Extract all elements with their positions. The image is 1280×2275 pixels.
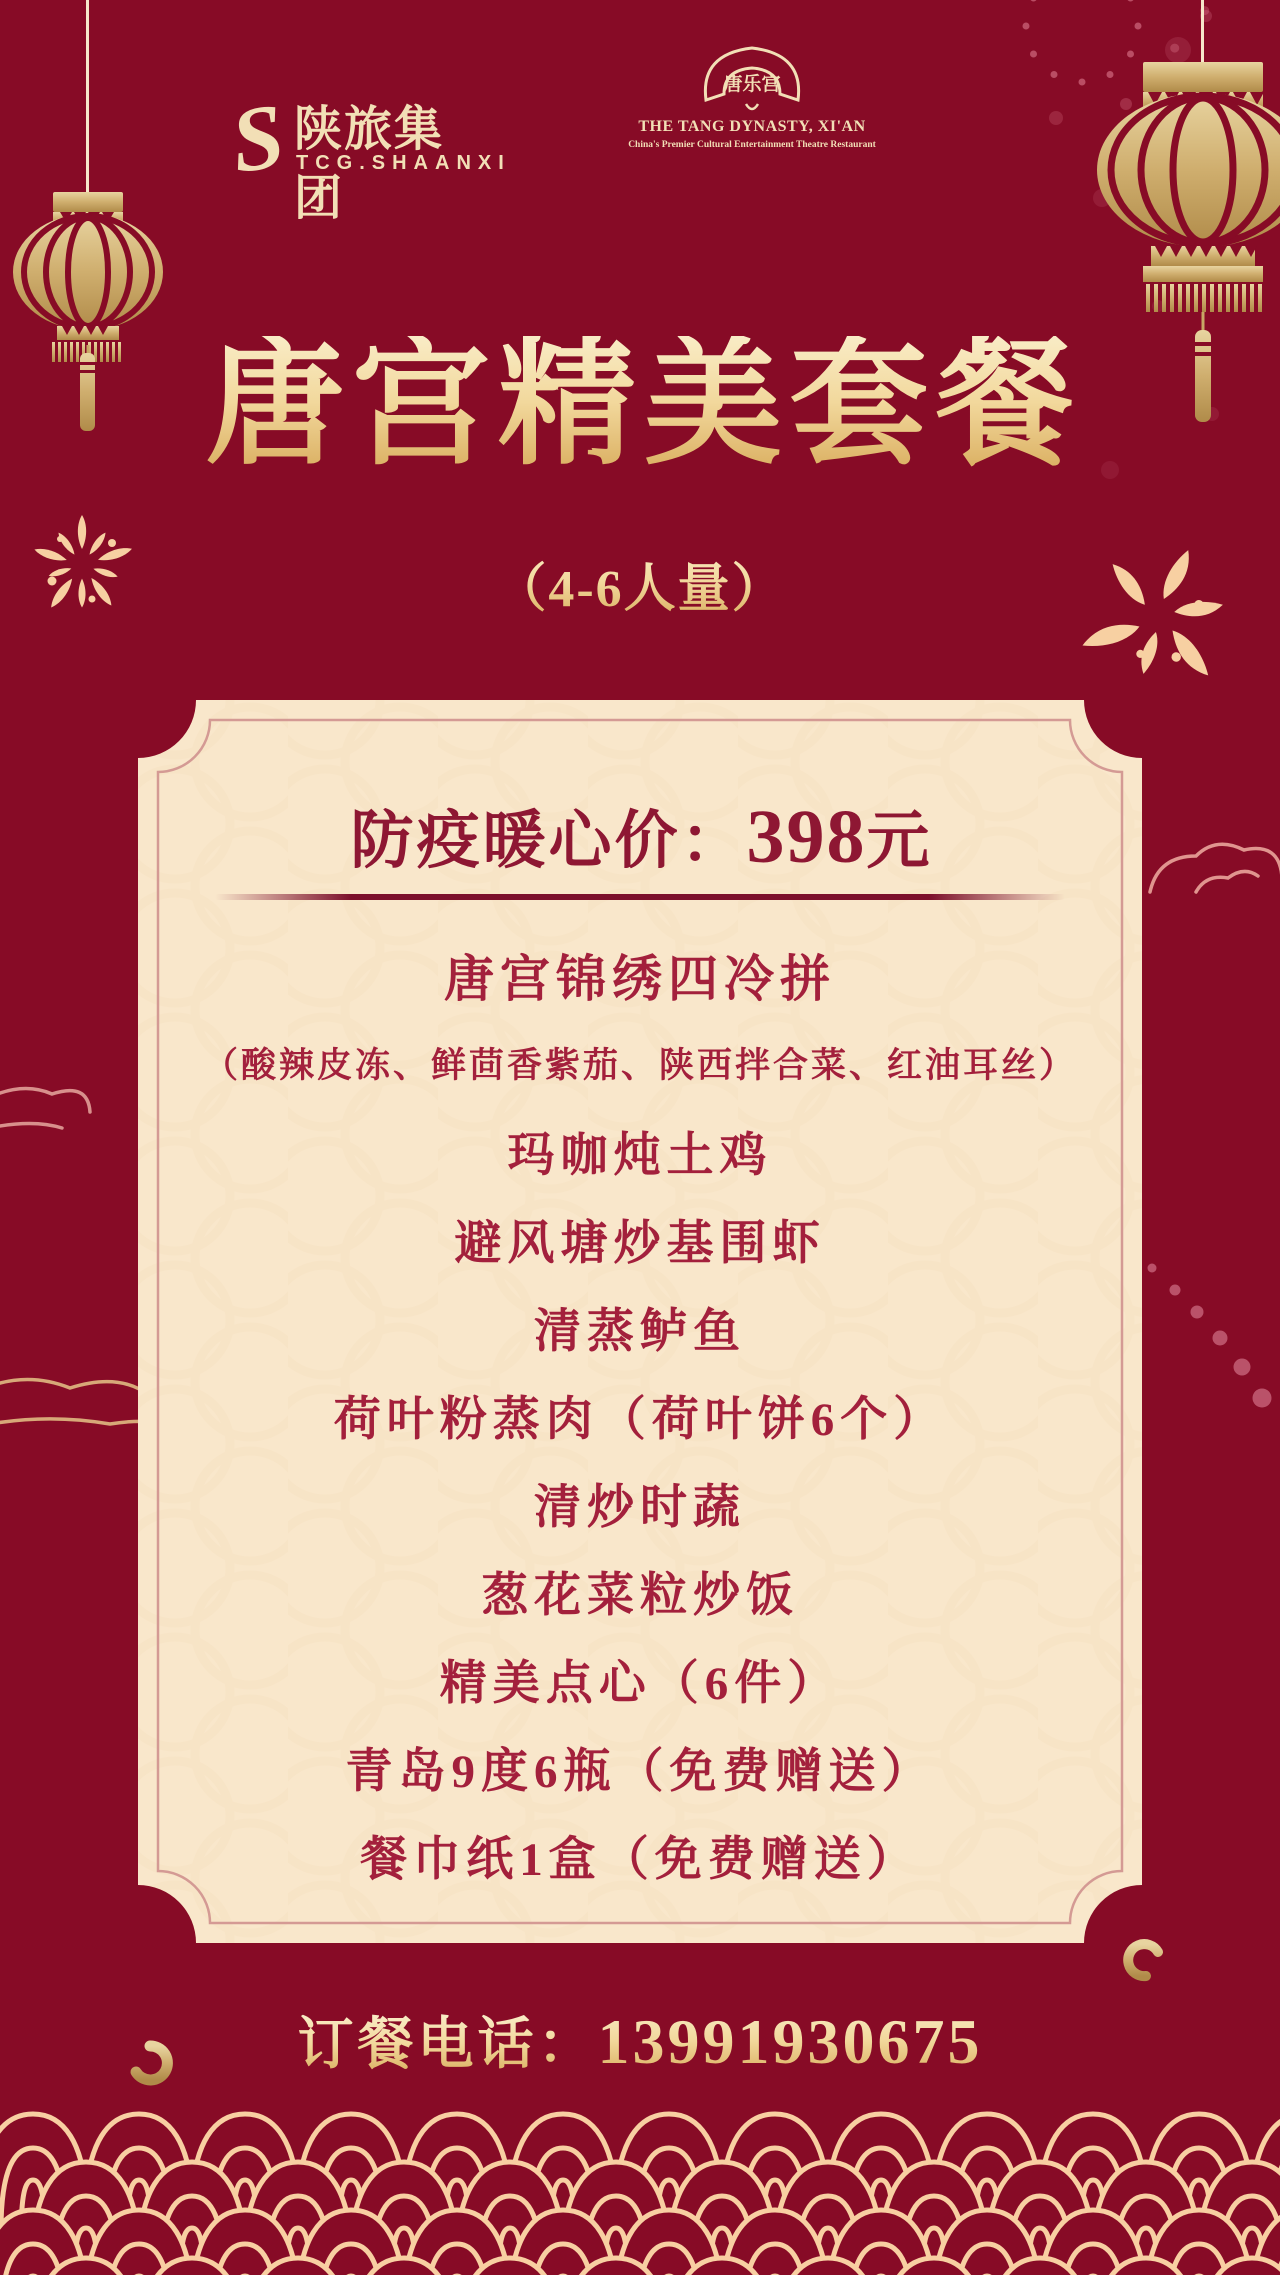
- dot-arc-decoration: [1148, 1264, 1272, 1408]
- menu-item: 唐宫锦绣四冷拼: [444, 951, 836, 1007]
- phone-label: 订餐电话：: [297, 2014, 598, 2076]
- tang-logo-en: THE TANG DYNASTY, XI'AN: [638, 118, 866, 135]
- price-value: 398: [746, 795, 867, 879]
- booking-phone: [0, 2000, 1280, 2080]
- price-unit: 元: [866, 806, 930, 876]
- tang-dynasty-logo: [618, 42, 886, 167]
- shaanxi-tourism-logo: [225, 78, 511, 225]
- phone-number: 13991930675: [597, 2006, 983, 2077]
- serving-size-subtitle: （4-6人量）: [0, 546, 1280, 621]
- menu-item: 精美点心（6件）: [439, 1657, 841, 1710]
- brush-s-icon: S: [225, 83, 291, 193]
- price-label: 防疫暖心价：: [350, 806, 747, 876]
- wave-pattern: [0, 2114, 1280, 2275]
- tang-logo-tagline: China's Premier Cultural Entertainment Theatre Restaurant: [628, 140, 876, 150]
- menu-item: 清蒸鲈鱼: [534, 1305, 746, 1358]
- menu-item-note: （酸辣皮冻、鲜茴香紫茄、陕西拌合菜、红油耳丝）: [202, 1046, 1077, 1085]
- divider: [215, 894, 1065, 900]
- menu-item: 葱花菜粒炒饭: [481, 1569, 799, 1622]
- price-header: [138, 790, 1142, 881]
- shaanxi-logo-cn: 陕旅集团: [294, 103, 445, 225]
- page-title: 唐宫精美套餐: [0, 336, 1280, 474]
- shaanxi-logo-en: TCG.SHAANXI: [296, 152, 511, 174]
- menu-item: 避风塘炒基围虾: [454, 1217, 826, 1270]
- menu-item: 清炒时蔬: [534, 1481, 746, 1534]
- menu-item: 青岛9度6瓶（免费赠送）: [345, 1745, 935, 1798]
- menu-item: 玛咖炖土鸡: [507, 1129, 773, 1182]
- menu-item: 荷叶粉蒸肉（荷叶饼6个）: [333, 1393, 947, 1446]
- menu-item: 餐巾纸1盒（免费赠送）: [360, 1833, 920, 1886]
- fan-emblem-icon: [618, 42, 886, 116]
- menu-list: [138, 931, 1142, 1899]
- svg-text:唐乐宫: 唐乐宫: [723, 74, 781, 95]
